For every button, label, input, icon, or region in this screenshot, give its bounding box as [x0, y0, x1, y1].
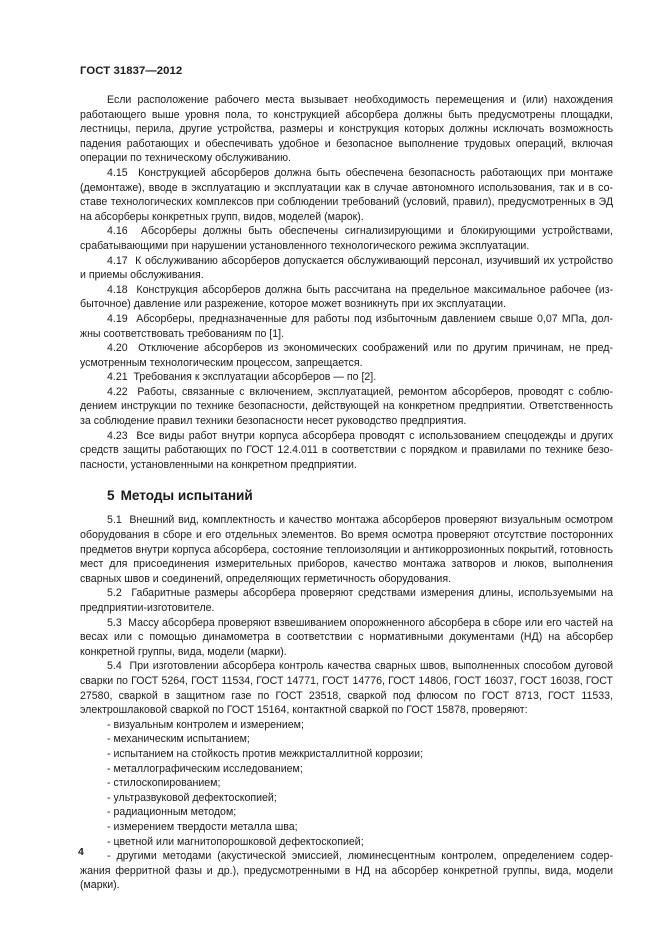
clause-text: Конструкция абсорберов должна быть рассчитана на предельное максимальное рабочее (избыточное) давление или разрежение, которое может возникнуть при их эксплуатации.: [80, 283, 614, 311]
page-number: 4: [78, 847, 84, 858]
document-header-standard-number: ГОСТ 31837—2012: [80, 65, 183, 77]
list-item: - цветной или магнитопорошковой дефектоскопией;: [107, 835, 364, 848]
list-item: - ультразвуковой дефектоскопией;: [107, 791, 277, 804]
list-item: - визуальным контролем и измерением;: [107, 718, 304, 731]
clause-4-19: [80, 312, 613, 341]
clause-number: 4.19: [107, 312, 128, 325]
clause-number: 5.4: [107, 660, 122, 673]
clause-4-23: [80, 429, 613, 473]
clause-text: Отключение абсорберов из экономических соображений или по другим причинам, не предусмотренным технологическим процессом, запрещается.: [80, 342, 613, 369]
clause-text: Абсорберы должны быть обеспечены сигнализирующими и блокирующими устройствами, срабатывающими при нарушении установленного технологического режима эксплуатации.: [80, 225, 614, 252]
clause-4-16: [80, 224, 613, 253]
clause-number: 4.16: [107, 225, 128, 238]
clause-text: При изготовлении абсорбера контроль качества сварных швов, выполненных способом дуговой сварки по ГОСТ 5264, ГОСТ 11534, ГОСТ 14771, ГОСТ 14776, ГОСТ 14806, ГОСТ 16037, ГОСТ 16038, ГОСТ 27580, сваркой в защитном газе по ГОСТ 23518, сваркой под флюсом по ГОСТ 8713, ГОСТ 11533, электрошлаковой сваркой по ГОСТ 15164, контактной сваркой по ГОСТ 15878, проверяют:: [80, 660, 613, 717]
document-body: [80, 93, 613, 893]
clause-text: Все виды работ внутри корпуса абсорбера проводят с использованием спецодежды и других средств защиты работающих по ГОСТ 12.4.011 в соответствии с порядком и правилами по технике безопасности, установленными на конкретном предприятии.: [80, 429, 614, 471]
clause-5-4: [80, 659, 613, 717]
clause-number: 4.17: [107, 254, 128, 267]
clause-number: 5.3: [107, 616, 122, 629]
clause-text: Массу абсорбера проверяют взвешиванием опорожненного абсорбера в сборе или его частей на весах или с помощью динамометра в соответствии с нормативными документами (НД) на абсорбер конкретной группы, вида, модели (марки).: [80, 616, 614, 658]
clause-number: 4.21: [107, 371, 128, 384]
clause-4-22: [80, 385, 613, 429]
section-number: 5: [107, 488, 115, 504]
section-heading-test-methods: [80, 487, 613, 505]
clause-number: 5.2: [107, 587, 122, 600]
list-item: - другими методами (акустической эмиссией, люминесцентным контролем, определением содержания ферритной фазы и др.), предусмотренными в НД на абсорбер конкретной группы, вида, модели (марки).: [80, 850, 613, 892]
list-item: - стилоскопированием;: [107, 777, 221, 790]
clause-4-18: [80, 283, 613, 312]
clause-text: Абсорберы, предназначенные для работы под избыточным давлением свыше 0,07 МПа, должны соответствовать требованиям по [1].: [80, 312, 614, 340]
weld-inspection-methods-list: [80, 718, 613, 893]
clause-text: К обслуживанию абсорберов допускается обслуживающий персонал, изучивший их устройство и приемы обслуживания.: [80, 254, 614, 282]
clause-text: Работы, связанные с включением, эксплуатацией, ремонтом абсорберов, проводят с соблюдением инструкции по технике безопасности, действующей на конкретном предприятии. Ответственность за соблюдение правил техники безопасности несет руководство предприятия.: [80, 385, 613, 428]
clause-text: Внешний вид, комплектность и качество монтажа абсорберов проверяют визуальным осмотром оборудования в сборе и его отдельных элементов. Во время осмотра проверяют отсутствие посторонних предметов внутри корпуса абсорбера, состояние теплоизоляции и антикоррозионных покрытий, готовность мест для присоединения измерительных приборов, качество монтажа затворов и люков, выполнения сварных швов и соединений, определяющих герметичность оборудования.: [80, 514, 613, 585]
clause-text: Конструкцией абсорберов должна быть обеспечена безопасность работающих при монтаже (демонтаже), вводе в эксплуатацию и эксплуатации как в случае автономного использования, так и в составе технологических комплексов при соблюдении требований (условий, правил), предусмотренных в ЭД на абсорберы конкретных групп, видов, моделей (марок).: [80, 166, 613, 223]
clause-5-3: [80, 616, 613, 660]
list-item: - металлографическим исследованием;: [107, 762, 303, 775]
clause-text: Габаритные размеры абсорбера проверяют средствами измерения длины, используемыми на предприятии-изготовителе.: [80, 587, 613, 614]
clause-5-2: [80, 586, 613, 615]
clause-4-21: [80, 370, 613, 385]
paragraph-workplace-elevation: Если расположение рабочего места вызывает необходимость перемещения и (или) нахождения работающего выше уровня пола, то конструкцией абсорбера должны быть предусмотрены площадки, лестницы, перила, другие устройства, размеры и конструкция которых должны исключать возможность падения работающих и обеспечивать удобное и безопасное выполнение трудовых операций, включая операции по техническому обслуживанию.: [80, 94, 613, 165]
clause-5-1: [80, 513, 613, 586]
clause-number: 5.1: [107, 514, 122, 527]
section-title: Методы испытаний: [120, 488, 253, 504]
clause-number: 4.18: [107, 283, 128, 296]
clause-4-20: [80, 341, 613, 370]
list-item: - механическим испытанием;: [107, 733, 250, 746]
clause-4-15: [80, 166, 613, 224]
clause-text: Требования к эксплуатации абсорберов — по [2].: [133, 371, 377, 384]
clause-number: 4.22: [107, 385, 128, 398]
clause-4-17: [80, 254, 613, 283]
list-item: - измерением твердости металла шва;: [107, 820, 298, 833]
list-item: - испытанием на стойкость против межкристаллитной коррозии;: [107, 747, 424, 760]
clause-number: 4.15: [107, 166, 128, 179]
clause-number: 4.20: [107, 342, 128, 355]
clause-number: 4.23: [107, 429, 128, 442]
list-item: - радиационным методом;: [107, 806, 237, 819]
